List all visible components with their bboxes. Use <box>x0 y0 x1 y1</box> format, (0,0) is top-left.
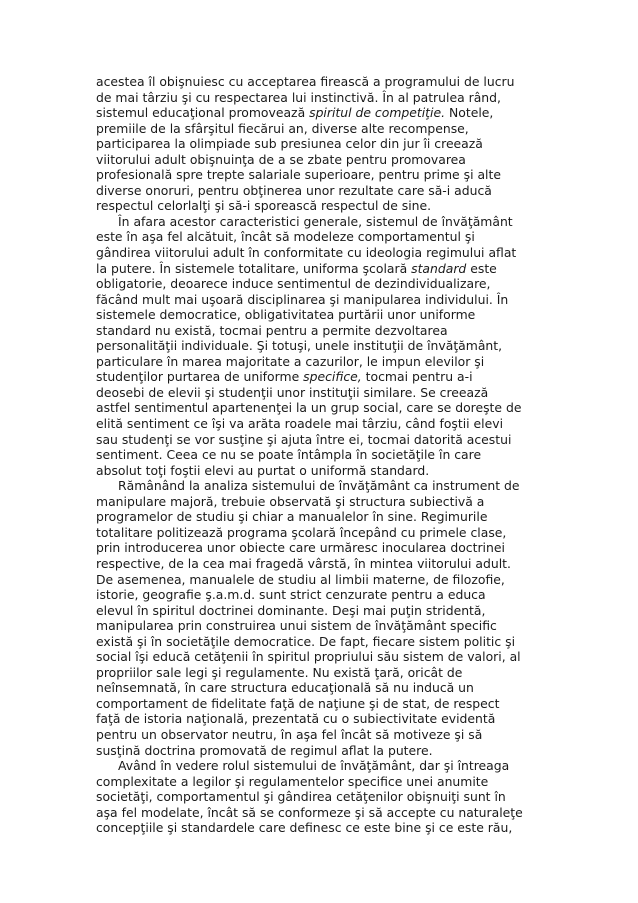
text-run: complexitate a legilor şi regulamentelor specifice unei anumite <box>96 773 489 789</box>
text-line <box>96 136 548 152</box>
text-line <box>96 167 548 183</box>
text-run: sistemele democratice, obligativitatea purtării unor uniforme <box>96 307 476 323</box>
text-run: neînsemnată, în care structura educaţională să nu inducă un <box>96 680 474 696</box>
paragraph-first-line <box>96 214 548 230</box>
text-line <box>96 183 548 199</box>
text-run: În afara acestor caracteristici generale, sistemul de învăţământ <box>118 213 513 229</box>
text-line <box>96 385 548 401</box>
text-run: făcând mult mai uşoară disciplinarea şi manipularea individului. În <box>96 291 509 307</box>
text-line <box>96 540 548 556</box>
text-run: Având în vedere rolul sistemului de învăţământ, dar şi întreaga <box>118 758 510 774</box>
text-line <box>96 90 548 106</box>
text-line <box>96 572 548 588</box>
text-line <box>96 603 548 619</box>
text-run: De asemenea, manualele de studiu al limbii materne, de filozofie, <box>96 571 505 587</box>
document-body-text <box>96 74 548 836</box>
text-line <box>96 292 548 308</box>
text-line <box>96 245 548 261</box>
text-line <box>96 509 548 525</box>
text-line <box>96 618 548 634</box>
italic-text: specifice, <box>303 369 362 385</box>
text-run: pentru un observator neutru, în aşa fel încât să motiveze şi să <box>96 726 483 742</box>
text-line <box>96 789 548 805</box>
text-run: sau studenţi se vor susţine şi ajuta între ei, tocmai datorită acestui <box>96 431 512 447</box>
text-run: este în aşa fel alcătuit, încât să modeleze comportamentul şi <box>96 229 475 245</box>
italic-text: standard <box>411 260 467 276</box>
text-line <box>96 727 548 743</box>
text-run: standard nu există, tocmai pentru a permite dezvoltarea <box>96 322 448 338</box>
text-line <box>96 323 548 339</box>
text-run: acestea îl obişnuiesc cu acceptarea firească a programului de lucru <box>96 74 515 89</box>
text-run: manipularea prin construirea unui sistem de învăţământ specific <box>96 618 497 634</box>
text-line <box>96 494 548 510</box>
text-run: particulare în marea majoritate a cazurilor, le impun elevilor şi <box>96 353 485 369</box>
text-run: obligatorie, deoarece induce sentimentul de dezindividualizare, <box>96 276 491 292</box>
text-run: societăţi, comportamentul şi gândirea cetăţenilor obişnuiţi sunt în <box>96 789 506 805</box>
text-run: diverse onoruri, pentru obţinerea unor rezultate care să-i aducă <box>96 182 492 198</box>
text-run: comportament de fidelitate faţă de naţiune şi de stat, de respect <box>96 695 500 711</box>
text-run: viitorului adult obişnuinţa de a se zbate pentru promovarea <box>96 151 466 167</box>
text-line <box>96 432 548 448</box>
text-line <box>96 105 548 121</box>
text-line <box>96 152 548 168</box>
text-line <box>96 369 548 385</box>
text-line <box>96 307 548 323</box>
text-run: social îşi educă cetăţenii în spiritul propriului său sistem de valori, al <box>96 649 521 665</box>
text-line <box>96 634 548 650</box>
text-line <box>96 696 548 712</box>
text-line <box>96 416 548 432</box>
text-run: există şi în societăţile democratice. De fapt, fiecare sistem politic şi <box>96 633 516 649</box>
text-line <box>96 463 548 479</box>
text-run: profesională spre trepte salariale superioare, pentru prime şi alte <box>96 167 501 183</box>
text-run: sentiment. Ceea ce nu se poate întâmpla în societăţile în care <box>96 447 482 463</box>
text-run: istorie, geografie ş.a.m.d. sunt strict cenzurate pentru a educa <box>96 587 486 603</box>
text-run: elită sentiment ce îşi va arăta roadele mai târziu, când foştii elevi <box>96 416 504 432</box>
document-page <box>96 74 548 836</box>
text-run: concepţiile şi standardele care definesc ce este bine şi ce este rău, <box>96 820 513 836</box>
text-line <box>96 649 548 665</box>
text-run: propriilor sale legi şi regulamente. Nu există ţară, oricât de <box>96 664 463 680</box>
text-run: studenţilor purtarea de uniforme <box>96 369 304 385</box>
text-run: premiile de la sfârşitul fiecărui an, diverse alte recompense, <box>96 120 469 136</box>
text-line <box>96 820 548 836</box>
text-line <box>96 525 548 541</box>
text-line <box>96 261 548 277</box>
text-run: respectul celorlalţi şi să-i sporească respectul de sine. <box>96 198 432 214</box>
text-line <box>96 774 548 790</box>
text-run: manipulare majoră, trebuie observată şi structura subiectivă a <box>96 493 485 509</box>
text-line <box>96 447 548 463</box>
text-run: Notele, <box>445 105 494 121</box>
text-run: gândirea viitorului adult în conformitate cu ideologia regimului aflat <box>96 245 517 261</box>
text-line <box>96 198 548 214</box>
text-line <box>96 400 548 416</box>
text-line <box>96 229 548 245</box>
italic-text: spiritul de competiţie. <box>309 105 446 121</box>
text-line <box>96 805 548 821</box>
text-run: aşa fel modelate, încât să se conformeze şi să accepte cu naturaleţe <box>96 804 523 820</box>
text-run: susţină doctrina promovată de regimul aflat la putere. <box>96 742 433 758</box>
text-run: la putere. În sistemele totalitare, uniforma şcolară <box>96 260 412 276</box>
text-line <box>96 74 548 90</box>
text-run: de mai târziu şi cu respectarea lui instinctivă. În al patrulea rând, <box>96 89 501 105</box>
paragraph-first-line <box>96 478 548 494</box>
text-run: sistemul educaţional promovează <box>96 105 310 121</box>
text-run: totalitare politizează programa şcolară începând cu primele clase, <box>96 524 507 540</box>
text-line <box>96 354 548 370</box>
text-run: faţă de istoria naţională, prezentată cu o subiectivitate evidentă <box>96 711 496 727</box>
text-line <box>96 338 548 354</box>
text-run: tocmai pentru a-i <box>361 369 473 385</box>
text-line <box>96 121 548 137</box>
text-run: programelor de studiu şi chiar a manualelor în sine. Regimurile <box>96 509 488 525</box>
text-run: este <box>466 260 497 276</box>
text-run: personalităţii individuale. Şi totuşi, unele instituţii de învăţământ, <box>96 338 503 354</box>
text-run: deosebi de elevii şi studenţii unor instituţii similare. Se creează <box>96 384 489 400</box>
text-line <box>96 711 548 727</box>
text-run: respective, de la cea mai fragedă vârstă, în mintea viitorului adult. <box>96 555 511 571</box>
text-line <box>96 680 548 696</box>
text-line <box>96 276 548 292</box>
text-line <box>96 587 548 603</box>
text-run: Rămânând la analiza sistemului de învăţământ ca instrument de <box>118 478 520 494</box>
text-line <box>96 556 548 572</box>
text-line <box>96 743 548 759</box>
text-run: astfel sentimentul apartenenţei la un grup social, care se doreşte de <box>96 400 522 416</box>
text-run: prin introducerea unor obiecte care urmăresc inocularea doctrinei <box>96 540 505 556</box>
text-line <box>96 665 548 681</box>
text-run: participarea la olimpiade sub presiunea celor din jur îi creează <box>96 136 483 152</box>
paragraph-first-line <box>96 758 548 774</box>
text-run: elevul în spiritul doctrinei dominante. Deşi mai puţin stridentă, <box>96 602 486 618</box>
text-run: absolut toţi foştii elevi au purtat o uniformă standard. <box>96 462 430 478</box>
